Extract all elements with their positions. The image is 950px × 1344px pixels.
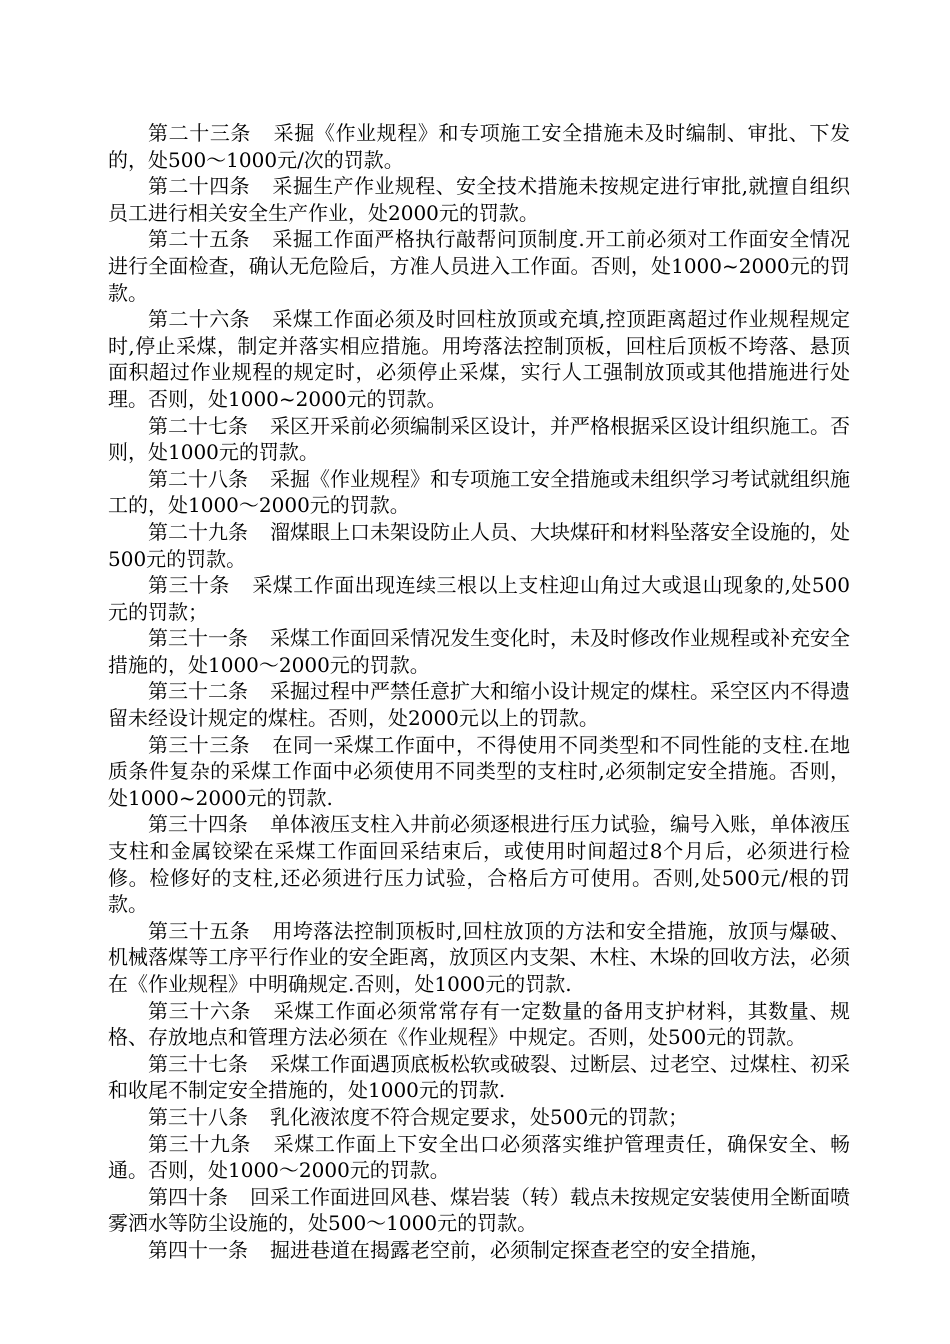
article-27 [108, 413, 850, 466]
article-text: 采掘生产作业规程、安全技术措施未按规定进行审批,就擅自组织员工进行相关安全生产作业，处2000元的罚款。 [108, 174, 851, 225]
article-number: 第三十九条 [148, 1131, 252, 1156]
article-31 [108, 625, 850, 678]
article-38 [108, 1104, 850, 1131]
article-number: 第二十三条 [148, 121, 252, 145]
article-35 [108, 918, 850, 998]
article-number: 第二十四条 [148, 174, 251, 199]
article-41 [108, 1237, 850, 1264]
article-text: 采掘《作业规程》和专项施工安全措施或未组织学习考试就组织施工的，处1000～2000元的罚款。 [108, 466, 850, 518]
article-28 [108, 466, 850, 519]
article-text: 采掘工作面严格执行敲帮问顶制度.开工前必须对工作面安全情况进行全面检查，确认无危险后，方准人员进入工作面。否则，处1000~2000元的罚款。 [108, 227, 851, 305]
article-29 [108, 519, 850, 572]
article-40 [108, 1184, 850, 1237]
article-number: 第二十五条 [148, 227, 251, 252]
article-number: 第四十条 [148, 1184, 228, 1209]
article-number: 第二十八条 [148, 466, 248, 491]
article-number: 第二十六条 [148, 307, 251, 332]
article-text: 用垮落法控制顶板时,回柱放顶的方法和安全措施，放顶与爆破、机械落煤等工序平行作业的安全距离，放顶区内支架、木柱、木垛的回收方法，必须在《作业规程》中明确规定.否则，处1000元的罚款. [108, 918, 851, 996]
article-37 [108, 1051, 850, 1104]
article-39 [108, 1131, 850, 1184]
article-30 [108, 572, 850, 625]
article-text: 采煤工作面回采情况发生变化时，未及时修改作业规程或补充安全措施的，处1000～2000元的罚款。 [108, 626, 850, 677]
article-33 [108, 732, 850, 812]
article-number: 第三十七条 [148, 1051, 248, 1076]
article-number: 第三十二条 [148, 679, 248, 704]
article-23 [108, 120, 850, 173]
article-text: 采掘过程中严禁任意扩大和缩小设计规定的煤柱。采空区内不得遗留未经设计规定的煤柱。否则，处2000元以上的罚款。 [108, 679, 850, 731]
article-number: 第三十一条 [148, 626, 248, 651]
article-24 [108, 173, 850, 226]
article-36 [108, 998, 850, 1051]
article-text: 在同一采煤工作面中，不得使用不同类型和不同性能的支柱.在地质条件复杂的采煤工作面中必须使用不同类型的支柱时,必须制定安全措施。否则，处1000~2000元的罚款. [108, 732, 851, 810]
article-text: 采煤工作面必须常常存有一定数量的备用支护材料，其数量、规格、存放地点和管理方法必须在《作业规程》中规定。否则，处500元的罚款。 [108, 998, 851, 1050]
article-text: 采掘《作业规程》和专项施工安全措施未及时编制、审批、下发的，处500～1000元/次的罚款。 [108, 121, 851, 172]
article-text: 采煤工作面必须及时回柱放顶或充填,控顶距离超过作业规程规定时,停止采煤，制定并落实相应措施。用垮落法控制顶板，回柱后顶板不垮落、悬顶面积超过作业规程的规定时，必须停止采煤，实行人工强制放顶或其他措施进行处理。否则，处1000~2000元的罚款。 [108, 307, 851, 411]
article-number: 第三十四条 [148, 812, 248, 837]
article-text: 采煤工作面出现连续三根以上支柱迎山角过大或退山现象的,处500元的罚款； [108, 573, 850, 624]
article-number: 第二十七条 [148, 413, 248, 438]
article-text: 回采工作面进回风巷、煤岩装（转）载点未按规定安装使用全断面喷雾洒水等防尘设施的，处500～1000元的罚款。 [108, 1184, 850, 1236]
article-text: 采煤工作面遇顶底板松软或破裂、过断层、过老空、过煤柱、初采和收尾不制定安全措施的，处1000元的罚款. [108, 1051, 850, 1103]
article-25 [108, 226, 850, 306]
article-text: 采区开采前必须编制采区设计，并严格根据采区设计组织施工。否则，处1000元的罚款。 [108, 413, 850, 465]
article-text: 掘进巷道在揭露老空前，必须制定探查老空的安全措施， [270, 1237, 770, 1262]
article-number: 第四十一条 [148, 1237, 248, 1262]
article-32 [108, 678, 850, 731]
article-text: 溜煤眼上口未架设防止人员、大块煤矸和材料坠落安全设施的，处500元的罚款。 [108, 519, 850, 571]
article-text: 采煤工作面上下安全出口必须落实维护管理责任，确保安全、畅通。否则，处1000～2000元的罚款。 [108, 1131, 851, 1183]
article-number: 第二十九条 [148, 519, 248, 544]
article-number: 第三十八条 [148, 1104, 248, 1129]
article-number: 第三十条 [148, 573, 230, 598]
article-text: 单体液压支柱入井前必须逐根进行压力试验，编号入账，单体液压支柱和金属铰梁在采煤工作面回采结束后，或使用时间超过8个月后，必须进行检修。检修好的支柱,还必须进行压力试验，合格后方可使用。否则,处500元/根的罚款。 [108, 812, 850, 917]
article-26 [108, 306, 850, 412]
article-number: 第三十五条 [148, 918, 251, 943]
article-number: 第三十六条 [148, 998, 252, 1023]
article-34 [108, 811, 850, 917]
article-text: 乳化液浓度不符合规定要求，处500元的罚款； [270, 1104, 689, 1129]
article-number: 第三十三条 [148, 732, 251, 757]
